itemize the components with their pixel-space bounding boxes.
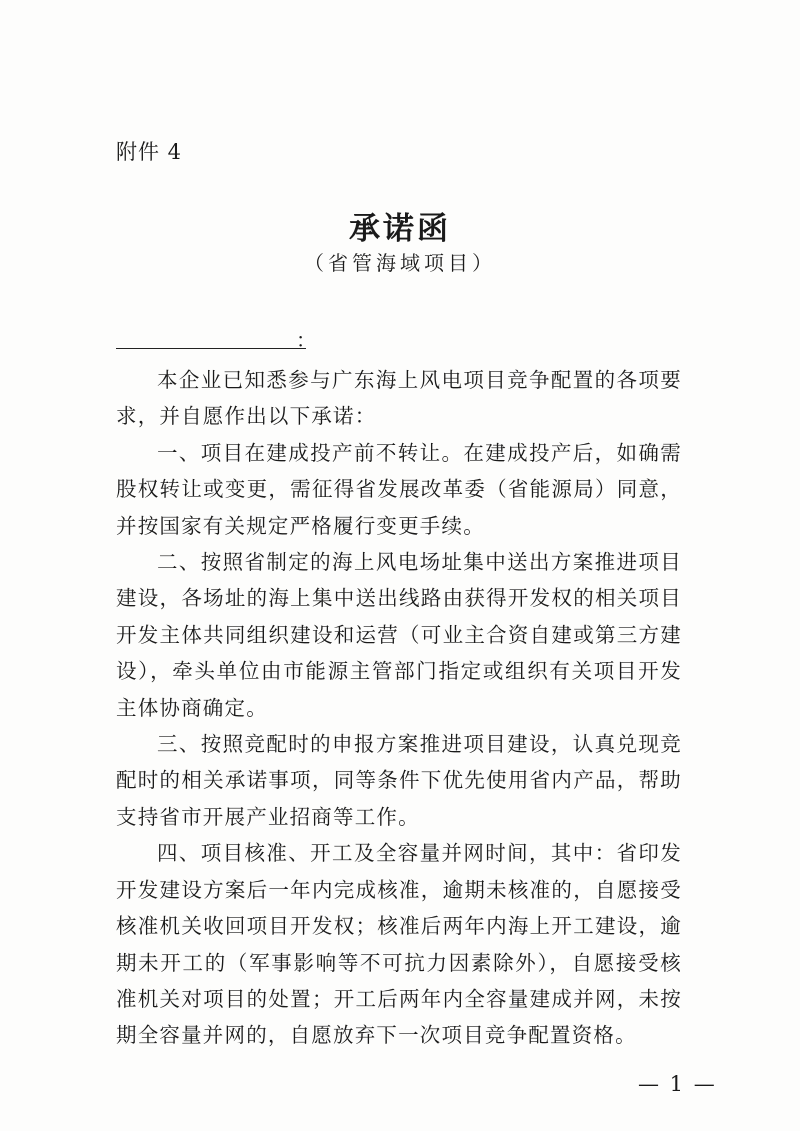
addressee-colon: ： bbox=[296, 328, 316, 352]
addressee-blank-line bbox=[116, 326, 306, 349]
paragraph-commitment-1: 一、项目在建成投产前不转让。在建成投产后，如确需股权转让或变更，需征得省发展改革委（省能源局）同意，并按国家有关规定严格履行变更手续。 bbox=[116, 440, 682, 538]
page-number: — 1 — bbox=[638, 1072, 717, 1096]
paragraph-intro: 本企业已知悉参与广东海上风电项目竞争配置的各项要求，并自愿作出以下承诺： bbox=[116, 368, 682, 429]
paragraph-commitment-4: 四、项目核准、开工及全容量并网时间，其中：省印发开发建设方案后一年内完成核准，逾期未核准的，自愿接受核准机关收回项目开发权；核准后两年内海上开工建设，逾期未开工的（军事影响等不可抗力因素除外），自愿接受核准机关对项目的处置；开工后两年内全容量建成并网，未按期全容量并网的，自愿放弃下一次项目竞争配置资格。 bbox=[116, 841, 682, 1048]
letter-body bbox=[116, 362, 682, 1054]
paragraph-commitment-3: 三、按照竞配时的申报方案推进项目建设，认真兑现竞配时的相关承诺事项，同等条件下优先使用省内产品，帮助支持省市开展产业招商等工作。 bbox=[116, 732, 682, 829]
document-subtitle: （省管海域项目） bbox=[304, 251, 496, 275]
attachment-label: 附件 4 bbox=[116, 140, 183, 164]
document-title: 承诺函 bbox=[349, 211, 451, 247]
paragraph-commitment-2: 二、按照省制定的海上风电场址集中送出方案推进项目建设，各场址的海上集中送出线路由获得开发权的相关项目开发主体共同组织建设和运营（可业主合资自建或第三方建设），牵头单位由市能源主管部门指定或组织有关项目开发主体协商确定。 bbox=[116, 550, 682, 720]
